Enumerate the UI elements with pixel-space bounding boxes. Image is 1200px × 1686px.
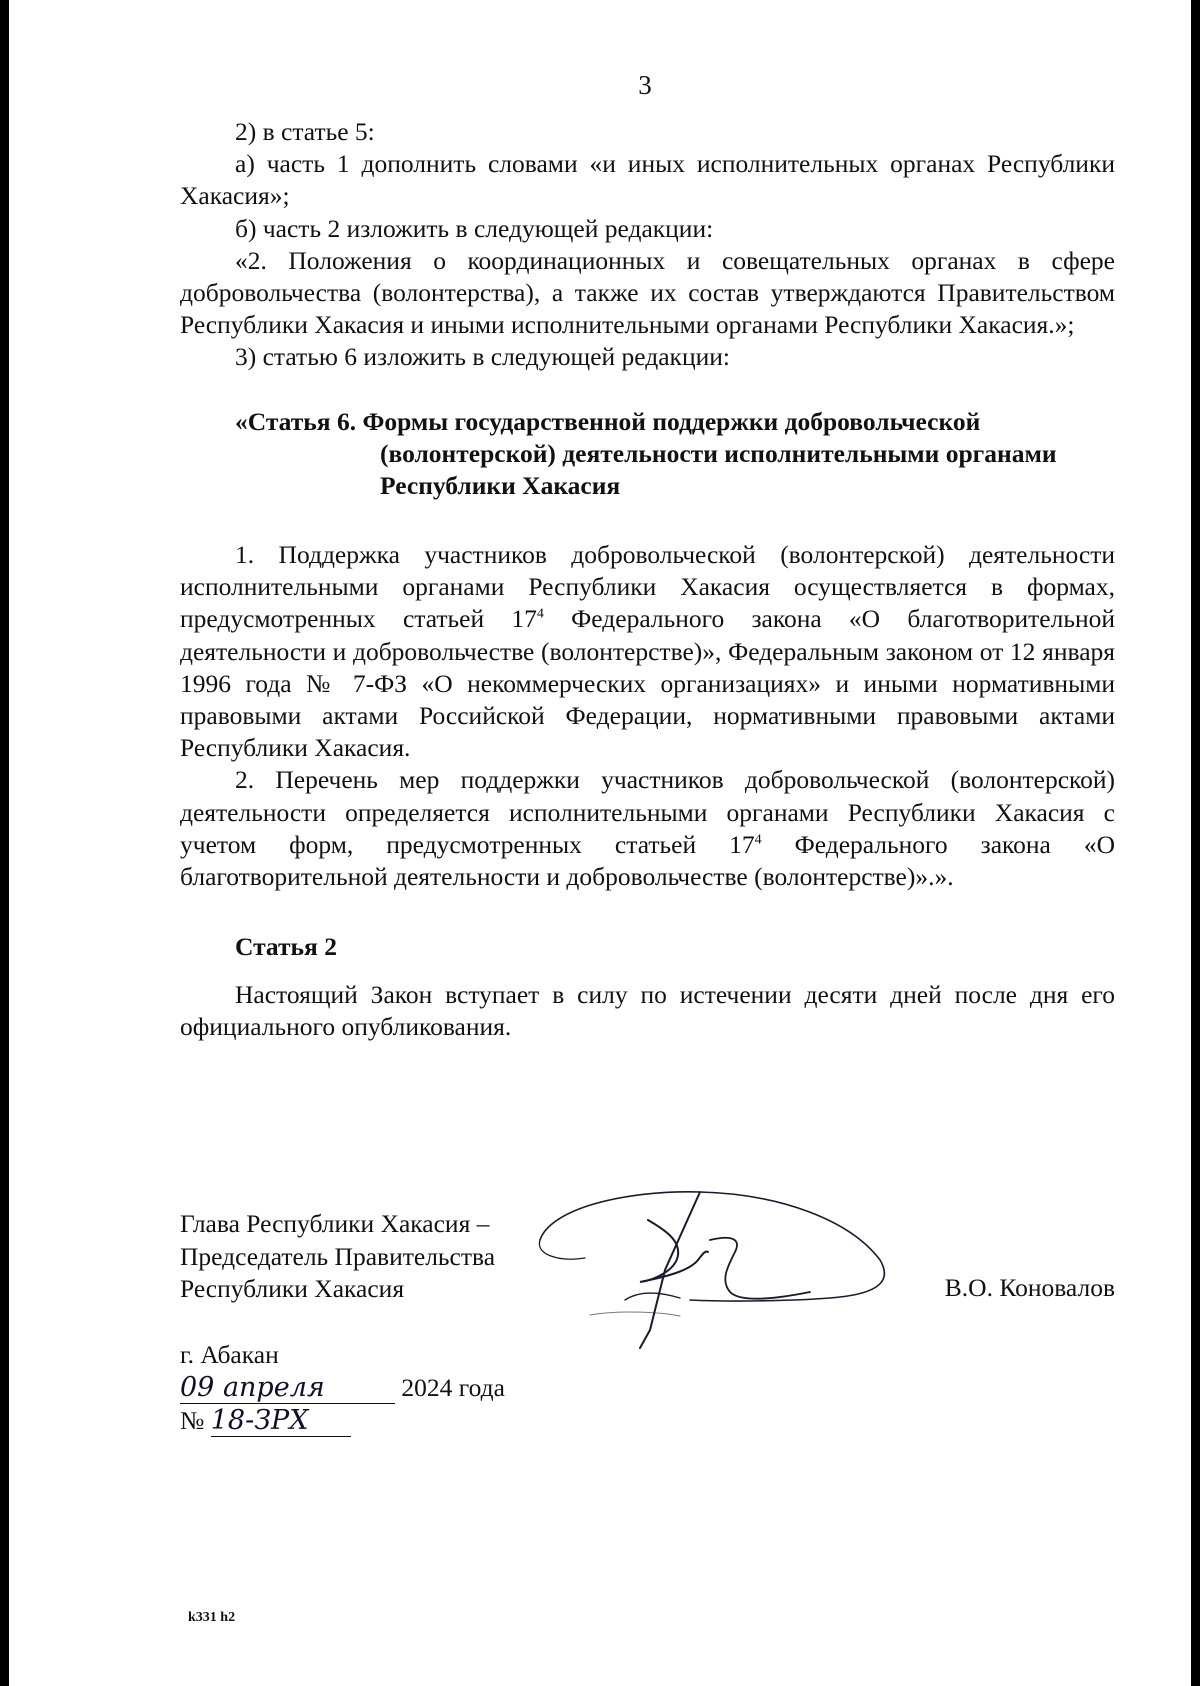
date-year: 2024 года	[401, 1373, 505, 1402]
paragraph-part2: б) часть 2 изложить в следующей редакции:	[235, 213, 714, 243]
amendments-block	[180, 116, 1115, 374]
article6-heading-line2: (волонтерской) деятельности исполнительными органами	[380, 439, 1057, 469]
position-line1: Глава Республики Хакасия –	[180, 1209, 490, 1238]
page-number: 3	[638, 70, 652, 100]
scan-border-right	[1191, 0, 1200, 1686]
date-handwritten: 09 апреля	[180, 1372, 395, 1404]
handwritten-signature	[530, 1180, 890, 1350]
scan-border-left	[0, 0, 9, 1686]
article6-heading	[235, 406, 1115, 503]
signatory-name: В.О. Коновалов	[944, 1273, 1115, 1302]
article6-heading-line1: «Статья 6. Формы государственной поддержки добровольческой	[235, 407, 981, 436]
article2-text: Настоящий Закон вступает в силу по истечении десяти дней после дня его официального опубликования.	[180, 980, 1115, 1042]
article6-item1: 1. Поддержка участников добровольческой (волонтерской) деятельности исполнительными органами Республики Хакасия осуществляется в формах, предусмотренных статьей $17^4$ Федерального закона «О благотворительной деятельности и добровольчестве (волонтерстве)», Федеральным законом от 12 января 1996 года № 7-ФЗ «О некоммерческих организациях» и иными нормативными правовыми актами Российской Федерации, нормативными правовыми актами Республики Хакасия.	[180, 540, 1116, 763]
paragraph-article5: 2) в статье 5:	[235, 117, 375, 146]
signatory-position	[180, 1208, 495, 1306]
article2-title: Статья 2	[235, 932, 337, 961]
paragraph-quoted-part2: «2. Положения о координационных и совещательных органах в сфере добровольчества (волонтерства), а также их состав утверждаются Правительством Республики Хакасия и иными исполнительными органами Республики Хакасия.»;	[180, 245, 1115, 340]
number-prefix: №	[180, 1406, 205, 1435]
number-handwritten: 18-ЗРХ	[211, 1405, 351, 1437]
article6-item2: 2. Перечень мер поддержки участников добровольческой (волонтерской) деятельности определяется исполнительными органами Республики Хакасия с учетом форм, предусмотренных статьей $17^4$ Федерального закона «О благотворительной деятельности и добровольчестве (волонтерстве)».».	[180, 765, 1115, 892]
signing-place	[180, 1338, 279, 1371]
position-line3: Республики Хакасия	[180, 1274, 405, 1303]
article6-body	[180, 539, 1115, 893]
footer-code: k331 h2	[188, 1610, 236, 1625]
paragraph-article6: 3) статью 6 изложить в следующей редакции:	[235, 342, 730, 372]
position-line2: Председатель Правительства	[180, 1241, 496, 1271]
place-text: г. Абакан	[180, 1340, 279, 1369]
article6-heading-line3: Республики Хакасия	[380, 471, 621, 501]
paragraph-part1: а) часть 1 дополнить словами «и иных исполнительных органах Республики Хакасия»;	[180, 149, 1115, 211]
law-number	[180, 1405, 351, 1437]
signing-date	[180, 1372, 505, 1404]
article2-body	[180, 979, 1115, 1043]
